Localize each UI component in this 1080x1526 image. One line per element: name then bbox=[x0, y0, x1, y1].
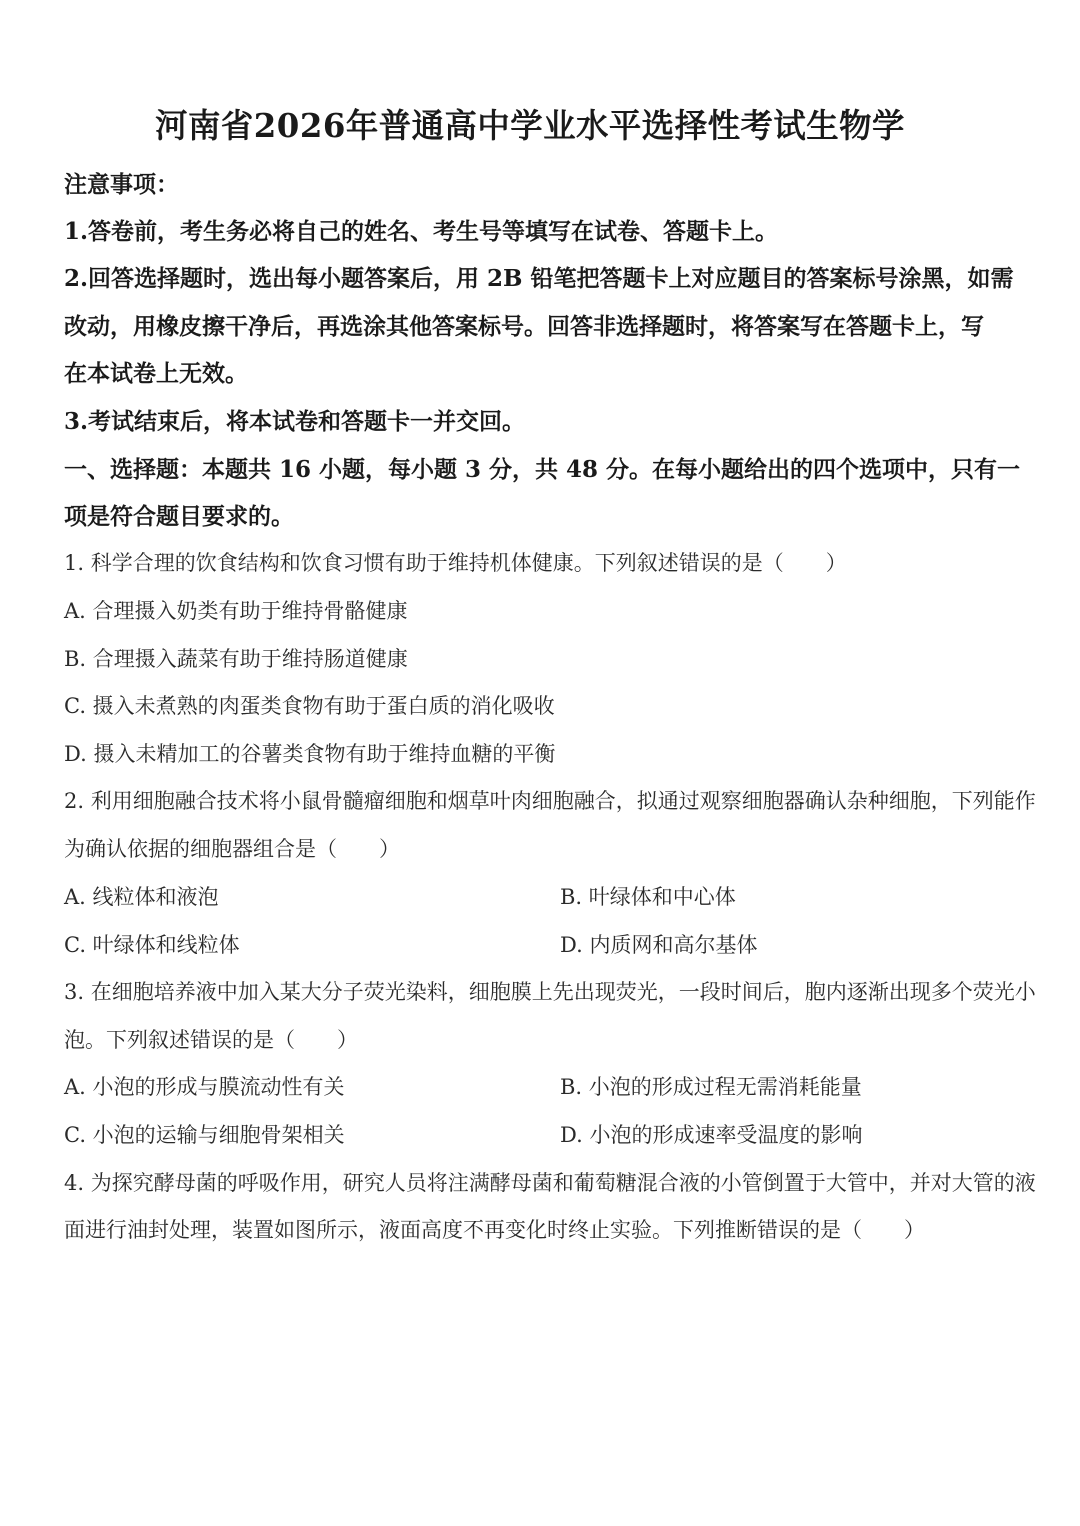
question-1-stem: 1. 科学合理的饮食结构和饮食习惯有助于维持机体健康。下列叙述错误的是（ ） bbox=[64, 551, 847, 575]
question-1-option-d: D. 摄入未精加工的谷薯类食物有助于维持血糖的平衡 bbox=[64, 742, 556, 766]
question-2-option-c: C. 叶绿体和线粒体 bbox=[64, 933, 240, 957]
question-3-option-d: D. 小泡的形成速率受温度的影响 bbox=[560, 1123, 863, 1147]
exam-title: 河南省2026年普通高中学业水平选择性考试生物学 bbox=[155, 106, 905, 145]
notice-item-1: 1.答卷前，考生务必将自己的姓名、考生号等填写在试卷、答题卡上。 bbox=[64, 218, 779, 245]
question-2-option-b: B. 叶绿体和中心体 bbox=[560, 885, 736, 909]
notice-heading: 注意事项： bbox=[64, 171, 179, 198]
question-1-option-c: C. 摄入未煮熟的肉蛋类食物有助于蛋白质的消化吸收 bbox=[64, 694, 555, 718]
question-3-stem-line-2: 泡。下列叙述错误的是（ ） bbox=[64, 1028, 358, 1052]
section-heading-line-2: 项是符合题目要求的。 bbox=[64, 503, 294, 530]
notice-item-2-line-2: 改动，用橡皮擦干净后，再选涂其他答案标号。回答非选择题时，将答案写在答题卡上，写 bbox=[64, 313, 984, 340]
notice-item-2-line-3: 在本试卷上无效。 bbox=[64, 360, 248, 387]
question-3-stem-line-1: 3. 在细胞培养液中加入某大分子荧光染料，细胞膜上先出现荧光，一段时间后，胞内逐渐出现多个荧光小 bbox=[64, 980, 1036, 1004]
question-2-stem-line-2: 为确认依据的细胞器组合是（ ） bbox=[64, 837, 400, 861]
section-heading-line-1: 一、选择题：本题共 16 小题，每小题 3 分，共 48 分。在每小题给出的四个选项中，只有一 bbox=[64, 456, 1021, 483]
question-3-option-c: C. 小泡的运输与细胞骨架相关 bbox=[64, 1123, 345, 1147]
question-2-option-a: A. 线粒体和液泡 bbox=[64, 885, 219, 909]
question-3-option-a: A. 小泡的形成与膜流动性有关 bbox=[64, 1075, 345, 1099]
question-4-stem-line-1: 4. 为探究酵母菌的呼吸作用，研究人员将注满酵母菌和葡萄糖混合液的小管倒置于大管中，并对大管的液 bbox=[64, 1171, 1036, 1195]
question-2-stem-line-1: 2. 利用细胞融合技术将小鼠骨髓瘤细胞和烟草叶肉细胞融合，拟通过观察细胞器确认杂种细胞，下列能作 bbox=[64, 789, 1036, 813]
question-1-option-b: B. 合理摄入蔬菜有助于维持肠道健康 bbox=[64, 647, 408, 671]
question-1-option-a: A. 合理摄入奶类有助于维持骨骼健康 bbox=[64, 599, 408, 623]
question-4-stem-line-2: 面进行油封处理，装置如图所示，液面高度不再变化时终止实验。下列推断错误的是（ ） bbox=[64, 1218, 925, 1242]
question-2-option-d: D. 内质网和高尔基体 bbox=[560, 933, 758, 957]
notice-item-3: 3.考试结束后，将本试卷和答题卡一并交回。 bbox=[64, 408, 526, 435]
notice-item-2-line-1: 2.回答选择题时，选出每小题答案后，用 2B 铅笔把答题卡上对应题目的答案标号涂黑，如需 bbox=[64, 265, 1014, 292]
question-3-option-b: B. 小泡的形成过程无需消耗能量 bbox=[560, 1075, 862, 1099]
